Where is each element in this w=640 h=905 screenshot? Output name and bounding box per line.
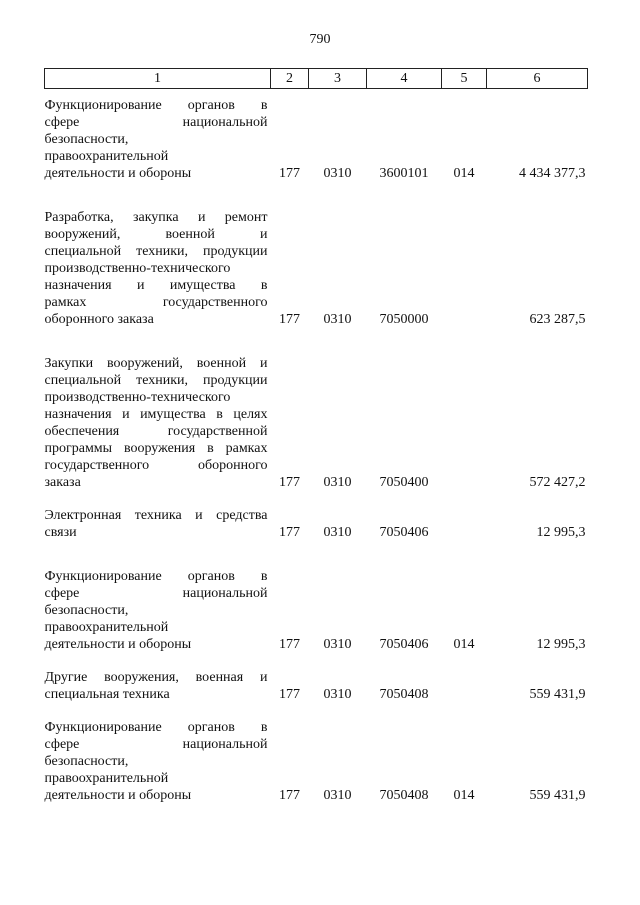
row-name-line: программы вооружения в рамках: [44, 441, 268, 456]
row-name-line: назначения и имущества в целях: [44, 407, 268, 422]
row-name-cell: [45, 89, 271, 183]
row-name-line: безопасности,: [44, 132, 129, 147]
row-name-line: Электронная техника и средства: [44, 508, 268, 523]
row-cell-c5: [442, 328, 487, 491]
row-name-line: безопасности,: [44, 603, 129, 618]
header-col-4: 4: [367, 69, 442, 89]
row-cell-c2: 177: [279, 312, 300, 327]
row-cell-c4: 7050400: [379, 475, 429, 490]
row-name-line: оборонного заказа: [44, 312, 154, 327]
header-col-6: 6: [487, 69, 588, 89]
row-cell-c5: 014: [453, 788, 475, 803]
row-cell-c2: 177: [279, 166, 300, 181]
row-cell-c3: 0310: [323, 637, 352, 652]
table-row: [45, 89, 588, 183]
row-name-line: правоохранительной: [44, 620, 169, 635]
row-name-line: государственного оборонного: [44, 458, 268, 473]
row-name-line: правоохранительной: [44, 771, 169, 786]
row-cell-c2: 177: [279, 475, 300, 490]
row-name-line: назначения и имущества в: [44, 278, 268, 293]
row-name-line: безопасности,: [44, 754, 129, 769]
row-name-line: Функционирование органов в: [44, 98, 268, 113]
row-cell-c6: 12 995,3: [536, 525, 586, 540]
table-row: [45, 653, 588, 703]
row-name-line: заказа: [44, 475, 81, 490]
row-cell-c2: 177: [279, 525, 300, 540]
row-name-line: деятельности и обороны: [44, 166, 192, 181]
row-cell-c2: 177: [279, 788, 300, 803]
row-cell-c6: 4 434 377,3: [519, 166, 586, 181]
row-cell-c3: 0310: [323, 166, 352, 181]
row-cell-c6: 572 427,2: [529, 475, 586, 490]
table-body: [45, 89, 588, 805]
row-name-line: специальная техника: [44, 687, 170, 702]
row-cell-c4: 7050408: [379, 788, 429, 803]
row-name-line: Другие вооружения, военная и: [44, 670, 268, 685]
row-cell-c4: 7050408: [379, 687, 429, 702]
row-cell-c6: 559 431,9: [529, 788, 586, 803]
table-row: [45, 182, 588, 328]
header-col-2: 2: [271, 69, 309, 89]
row-name-line: специальной техники, продукции: [44, 373, 268, 388]
row-cell-c5: [442, 182, 487, 328]
row-cell-c3: 0310: [323, 525, 352, 540]
header-col-1: 1: [45, 69, 271, 89]
table-row: [45, 541, 588, 653]
row-cell-c5: [442, 653, 487, 703]
row-name-line: обеспечения государственной: [44, 424, 268, 439]
row-name-cell: [45, 491, 271, 541]
row-cell-c6: 623 287,5: [529, 312, 586, 327]
row-name-cell: [45, 541, 271, 653]
row-name-line: вооружений, военной и: [44, 227, 268, 242]
row-name-line: связи: [44, 525, 77, 540]
row-cell-c2: 177: [279, 687, 300, 702]
row-name-cell: [45, 653, 271, 703]
row-cell-c3: 0310: [323, 475, 352, 490]
row-name-line: сфере национальной: [44, 737, 268, 752]
row-name-cell: [45, 182, 271, 328]
row-cell-c5: [442, 491, 487, 541]
table-row: [45, 328, 588, 491]
row-name-line: Разработка, закупка и ремонт: [44, 210, 268, 225]
row-cell-c3: 0310: [323, 312, 352, 327]
row-name-line: правоохранительной: [44, 149, 169, 164]
row-cell-c4: 3600101: [379, 166, 429, 181]
row-name-line: специальной техники, продукции: [44, 244, 268, 259]
row-name-line: сфере национальной: [44, 586, 268, 601]
row-name-line: деятельности и обороны: [44, 788, 192, 803]
budget-table: [44, 68, 588, 804]
row-name-line: Функционирование органов в: [44, 720, 268, 735]
row-name-line: сфере национальной: [44, 115, 268, 130]
row-name-line: Закупки вооружений, военной и: [44, 356, 268, 371]
row-cell-c4: 7050406: [379, 637, 429, 652]
row-cell-c3: 0310: [323, 687, 352, 702]
row-name-line: Функционирование органов в: [44, 569, 268, 584]
row-cell-c4: 7050406: [379, 525, 429, 540]
row-name-line: производственно-технического: [44, 261, 231, 276]
row-name-line: рамках государственного: [44, 295, 268, 310]
row-name-line: производственно-технического: [44, 390, 231, 405]
row-cell-c5: 014: [453, 637, 475, 652]
row-name-line: деятельности и обороны: [44, 637, 192, 652]
table-row: [45, 703, 588, 804]
row-cell-c2: 177: [279, 637, 300, 652]
table-header-row: [45, 69, 588, 89]
row-name-cell: [45, 703, 271, 804]
page-number: 790: [309, 32, 331, 47]
row-cell-c4: 7050000: [379, 312, 429, 327]
header-col-5: 5: [442, 69, 487, 89]
row-name-cell: [45, 328, 271, 491]
row-cell-c5: 014: [453, 166, 475, 181]
row-cell-c3: 0310: [323, 788, 352, 803]
row-cell-c6: 559 431,9: [529, 687, 586, 702]
table-row: [45, 491, 588, 541]
row-cell-c6: 12 995,3: [536, 637, 586, 652]
header-col-3: 3: [309, 69, 367, 89]
